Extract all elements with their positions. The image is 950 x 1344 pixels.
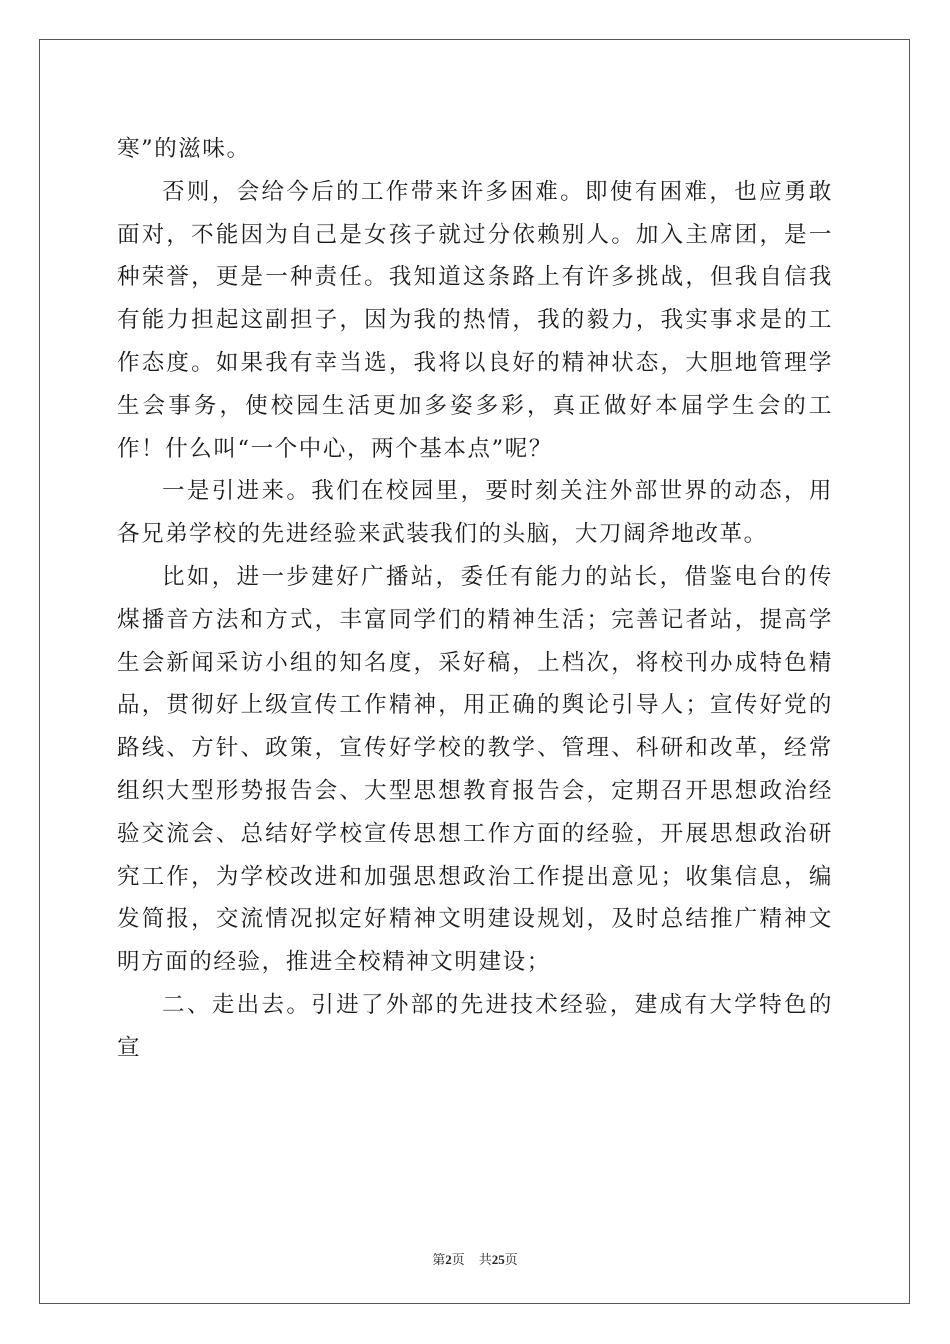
page-suffix: 页	[451, 1253, 465, 1268]
paragraph: 二、走出去。引进了外部的先进技术经验，建成有大学特色的宣	[117, 991, 833, 1061]
page-number: 2	[445, 1252, 452, 1267]
total-pages: 25	[491, 1252, 505, 1267]
paragraph: 比如，进一步建好广播站，委任有能力的站长，借鉴电台的传煤播音方法和方式，丰富同学们的精神生活；完善记者站，提高学生会新闻采访小组的知名度，采好稿，上档次，将校刊办成特色精品，贯彻好上级宣传工作精神，用正确的舆论引导人；宣传好党的路线、方针、政策，宣传好学校的教学、管理、科研和改革，经常组织大型形势报告会、大型思想教育报告会，定期召开思想政治经验交流会、总结好学校宣传思想工作方面的经验，开展思想政治研究工作，为学校改进和加强思想政治工作提出意见；收集信息，编发简报，交流情况拟定好精神文明建设规划，及时总结推广精神文明方面的经验，推进全校精神文明建设；	[117, 563, 833, 976]
total-suffix: 页	[504, 1253, 518, 1268]
page-footer	[0, 1249, 950, 1268]
page-prefix: 第	[432, 1253, 446, 1268]
paragraph: 寒”的滋味。	[117, 136, 251, 162]
paragraph: 一是引进来。我们在校园里，要时刻关注外部世界的动态，用各兄弟学校的先进经验来武装我们的头脑，大刀阔斧地改革。	[117, 478, 833, 548]
document-body	[117, 128, 833, 1070]
total-prefix: 共	[478, 1253, 492, 1268]
paragraph: 否则，会给今后的工作带来许多困难。即使有困难，也应勇敢面对，不能因为自己是女孩子就过分依赖别人。加入主席团，是一种荣誉，更是一种责任。我知道这条路上有许多挑战，但我自信我有能力担起这副担子，因为我的热情，我的毅力，我实事求是的工作态度。如果我有幸当选，我将以良好的精神状态，大胆地管理学生会事务，使校园生活更加多姿多彩，真正做好本届学生会的工作！什么叫“一个中心，两个基本点”呢？	[117, 178, 833, 462]
